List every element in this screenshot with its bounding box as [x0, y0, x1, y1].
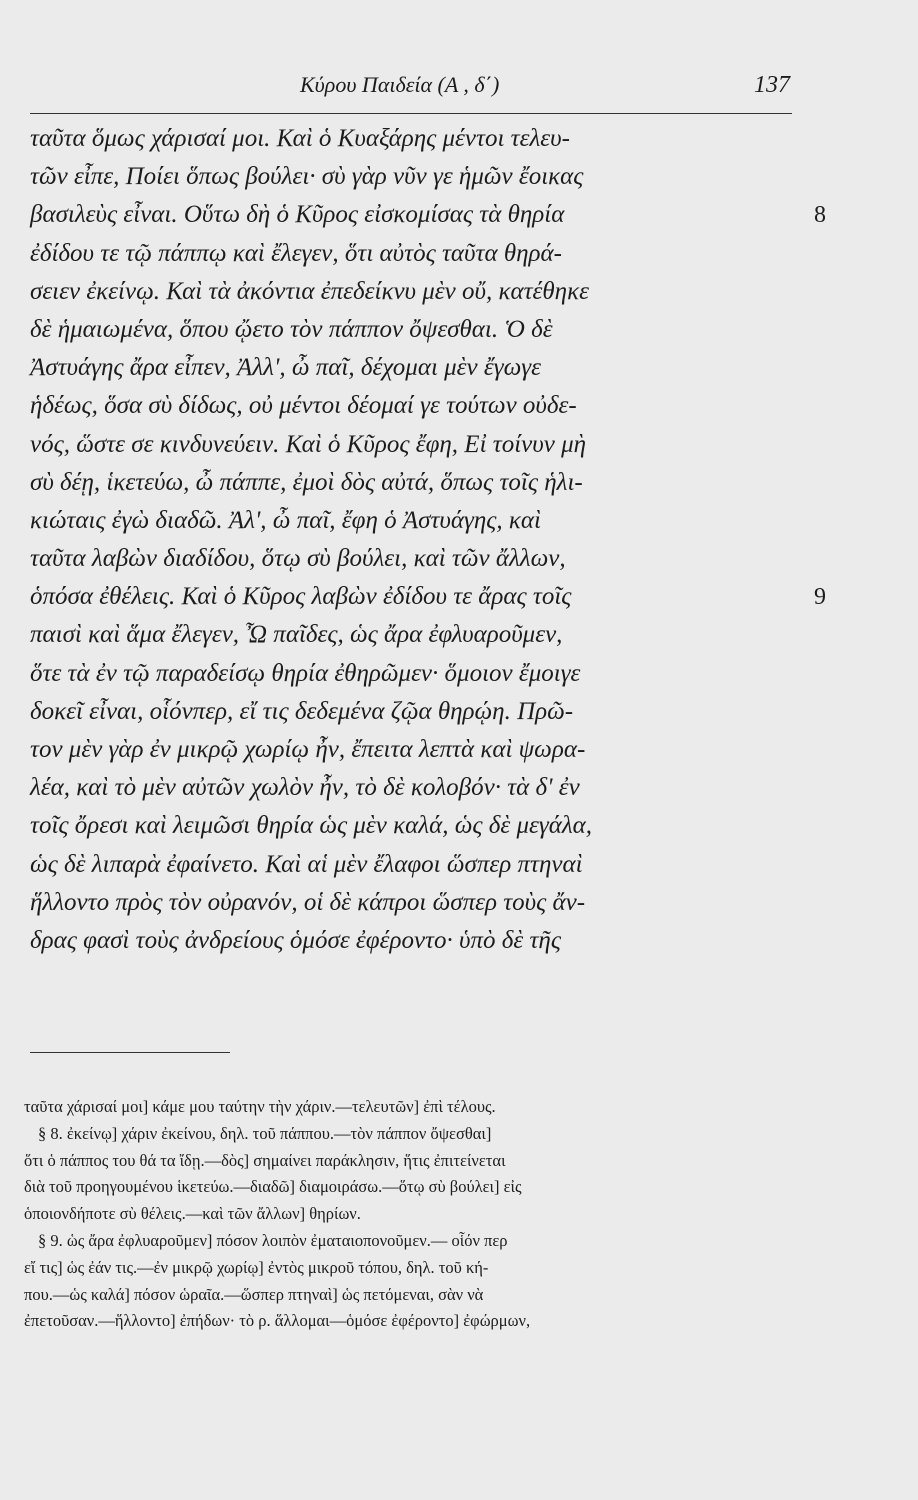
- footnote-line: που.—ὡς καλά] πόσον ὡραῖα.—ὥσπερ πτηναὶ] ὡς πετόμεναι, σὰν νὰ: [24, 1284, 484, 1304]
- footnote-line: ταῦτα χάρισαί μοι] κάμε μου ταύτην τὴν χάριν.—τελευτῶν] ἐπὶ τέλους.: [24, 1097, 496, 1116]
- section-marker: 9: [814, 584, 826, 611]
- text-line: κιώταις ἐγὼ διαδῶ. Ἀλ', ὦ παῖ, ἔφη ὁ Ἀστυάγης, καὶ: [30, 506, 541, 534]
- text-line: σὺ δέῃ, ἱκετεύω, ὦ πάππε, ἐμοὶ δὸς αὐτά, ὅπως τοῖς ἡλι-: [30, 468, 583, 496]
- footnote-rule: [30, 1052, 230, 1053]
- text-line: δὲ ἡμαιωμένα, ὅπου ᾤετο τὸν πάππον ὄψεσθαι. Ὁ δὲ: [30, 315, 553, 343]
- footnotes: [24, 1094, 794, 1335]
- text-line: ὅτε τὰ ἐν τῷ παραδείσῳ θηρία ἐθηρῶμεν· ὅμοιον ἔμοιγε: [30, 659, 581, 687]
- header-rule: [30, 113, 792, 114]
- text-line: τῶν εἶπε, Ποίει ὅπως βούλει· σὺ γὰρ νῦν γε ἡμῶν ἔοικας: [30, 163, 584, 191]
- text-line: ὡς δὲ λιπαρὰ ἐφαίνετο. Καὶ αἱ μὲν ἔλαφοι ὥσπερ πτηναὶ: [30, 850, 583, 878]
- text-line: ἡδέως, ὅσα σὺ δίδως, οὐ μέντοι δέομαί γε τούτων οὐδε-: [30, 392, 577, 420]
- text-line: τον μὲν γὰρ ἐν μικρῷ χωρίῳ ἦν, ἔπειτα λεπτὰ καὶ ψωρα-: [30, 736, 586, 763]
- text-line: δοκεῖ εἶναι, οἷόνπερ, εἴ τις δεδεμένα ζῷα θηρῴη. Πρῶ-: [30, 697, 574, 725]
- text-line: Ἀστυάγης ἄρα εἶπεν, Ἀλλ', ὦ παῖ, δέχομαι μὲν ἔγωγε: [30, 354, 541, 382]
- main-text: [30, 120, 826, 960]
- footnote-line: ὁποιονδήποτε σὺ θέλεις.—καὶ τῶν ἄλλων] θηρίων.: [24, 1204, 361, 1224]
- running-head: Κύρου Παιδεία (Α , δ΄): [300, 72, 500, 97]
- text-line: τοῖς ὄρεσι καὶ λειμῶσι θηρία ὡς μὲν καλά, ὡς δὲ μεγάλα,: [30, 812, 593, 840]
- text-line: δρας φασὶ τοὺς ἀνδρείους ὁμόσε ἐφέροντο· ὑπὸ δὲ τῆς: [30, 926, 561, 954]
- text-line: ταῦτα ὅμως χάρισαί μοι. Καὶ ὁ Κυαξάρης μέντοι τελευ-: [30, 125, 570, 152]
- footnote-line: εἴ τις] ὡς ἐάν τις.—ἐν μικρῷ χωρίῳ] ἐντὸς μικροῦ τόπου, δηλ. τοῦ κή-: [24, 1257, 489, 1277]
- page-header: [30, 68, 790, 108]
- footnote-line: § 9. ὡς ἄρα ἐφλυαροῦμεν] πόσον λοιπὸν ἐματαιοπονοῦμεν.— οἷόν περ: [38, 1230, 508, 1250]
- page-number: 137: [754, 72, 790, 98]
- text-line-content: ὁπόσα ἐθέλεις. Καὶ ὁ Κῦρος λαβὼν ἐδίδου τε ἄρας τοῖς: [30, 583, 572, 611]
- text-line: λέα, καὶ τὸ μὲν αὐτῶν χωλὸν ἦν, τὸ δὲ κολοβόν· τὰ δ' ἐν: [30, 774, 580, 802]
- text-line: [30, 196, 826, 234]
- footnote-line: ἐπετοῦσαν.—ἥλλοντο] ἐπήδων· τὸ ρ. ἅλλομαι—ὁμόσε ἐφέροντο] ἐφώρμων,: [24, 1311, 531, 1331]
- footnote-line: § 8. ἐκείνῳ] χάριν ἐκείνου, δηλ. τοῦ πάππου.—τὸν πάππον ὄψεσθαι]: [38, 1123, 492, 1143]
- text-line: ταῦτα λαβὼν διαδίδου, ὅτῳ σὺ βούλει, καὶ τῶν ἄλλων,: [30, 545, 566, 573]
- text-line: νός, ὥστε σε κινδυνεύειν. Καὶ ὁ Κῦρος ἔφη, Εἰ τοίνυν μὴ: [30, 430, 587, 458]
- text-line: παισὶ καὶ ἅμα ἔλεγεν, Ὦ παῖδες, ὡς ἄρα ἐφλυαροῦμεν,: [30, 621, 563, 649]
- section-marker: 8: [814, 202, 826, 229]
- footnote-line: διὰ τοῦ προηγουμένου ἱκετεύω.—διαδῶ] διαμοιράσω.—ὅτῳ σὺ βούλει] εἰς: [24, 1177, 522, 1197]
- footnote-line: ὅτι ὁ πάππος του θά τα ἴδῃ.—δὸς] σημαίνει παράκλησιν, ἥτις ἐπιτείνεται: [24, 1150, 506, 1170]
- text-line: ἥλλοντο πρὸς τὸν οὐρανόν, οἱ δὲ κάπροι ὥσπερ τοὺς ἄν-: [30, 888, 586, 916]
- text-line: ἐδίδου τε τῷ πάππῳ καὶ ἔλεγεν, ὅτι αὐτὸς ταῦτα θηρά-: [30, 239, 562, 267]
- text-line-content: βασιλεὺς εἶναι. Οὕτω δὴ ὁ Κῦρος εἰσκομίσας τὰ θηρία: [30, 201, 565, 229]
- text-line: [30, 578, 826, 616]
- text-line: σειεν ἐκείνῳ. Καὶ τὰ ἀκόντια ἐπεδείκνυ μὲν οὔ, κατέθηκε: [30, 277, 589, 305]
